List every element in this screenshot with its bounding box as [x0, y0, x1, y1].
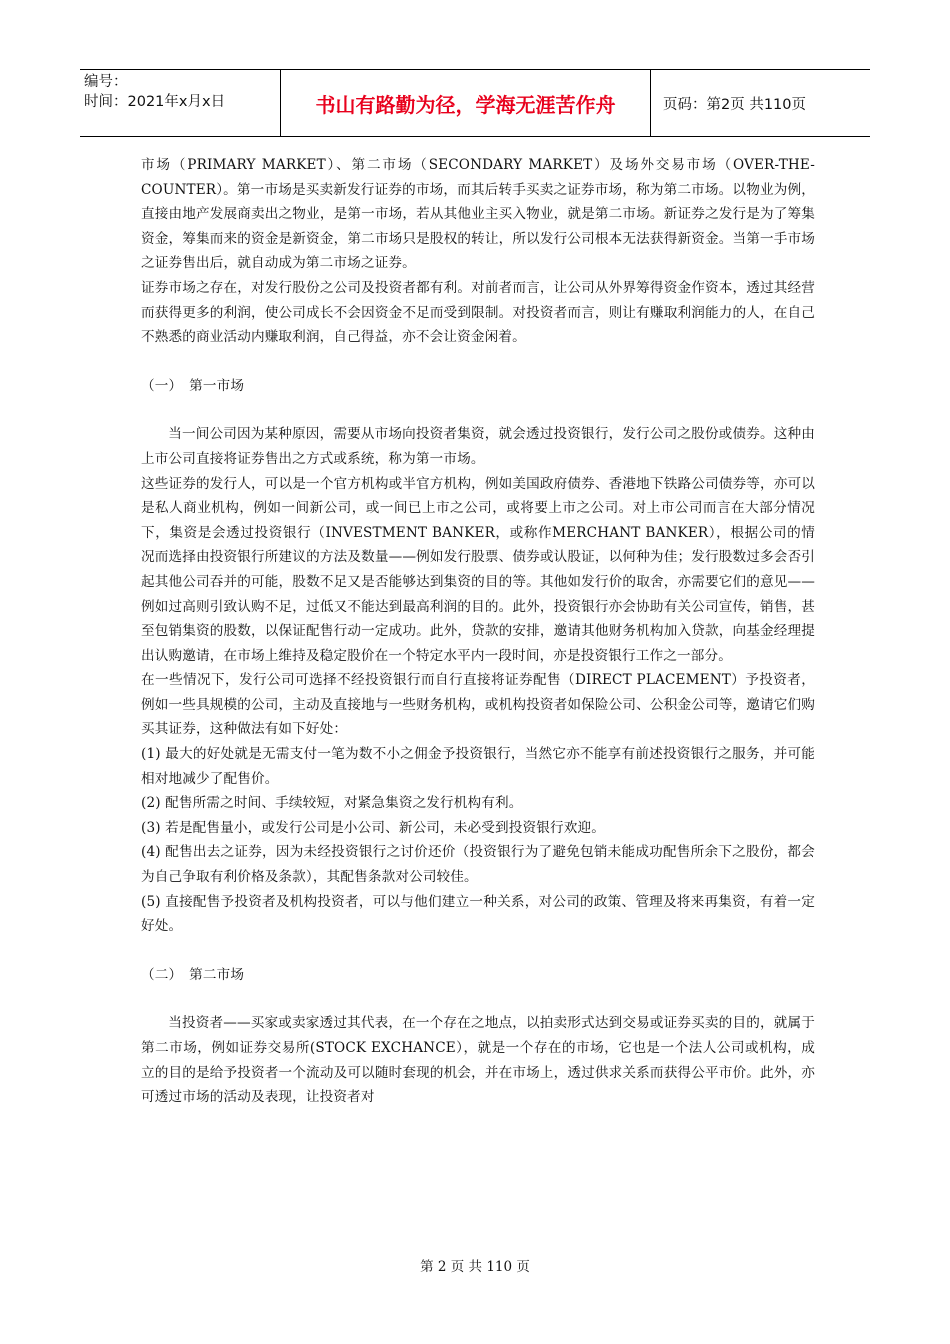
paragraph: 当投资者——买家或卖家透过其代表，在一个存在之地点，以拍卖形式达到交易或证券买卖的目的，就属于第二市场，例如证券交易所(STOCK EXCHANCE），就是一个存在的市场，它也是一个法人公司或机构，成立的目的是给予投资者一个流动及可以随时套现的机会，并在市场上，透过供求关系而获得公平市价。此外，亦可透过市场的活动及表现，让投资者对 — [141, 1015, 815, 1106]
paragraph: 在一些情况下，发行公司可选择不经投资银行而自行直接将证券配售（DIRECT PLACEMENT）予投资者，例如一些具规模的公司，主动及直接地与一些财务机构，或机构投资者如保险公司、公积金公司等，邀请它们购买其证券，这种做法有如下好处： — [141, 672, 815, 738]
header-page-number: 页码：第2页 共110页 — [663, 96, 807, 113]
page-footer: 第 2 页 共 110 页 — [420, 1259, 530, 1275]
paragraph: 证券市场之存在，对发行股份之公司及投资者都有利。对前者而言，让公司从外界筹得资金作资本，透过其经营而获得更多的利润，使公司成长不会因资金不足而受到限制。对投资者而言，则让有赚取利润能力的人，在自己不熟悉的商业活动内赚取利润，自己得益，亦不会让资金闲着。 — [141, 279, 815, 346]
header-meta — [80, 70, 281, 136]
list-item: (1) 最大的好处就是无需支付一笔为数不小之佣金予投资银行，当然它亦不能享有前述投资银行之服务，并可能相对地减少了配售价。 — [141, 746, 815, 787]
page-header — [80, 69, 870, 137]
list-item: (5) 直接配售予投资者及机构投资者，可以与他们建立一种关系，对公司的政策、管理及将来再集资，有着一定好处。 — [141, 893, 815, 935]
paragraph: 市场（PRIMARY MARKET）、第二市场（SECONDARY MARKET）及场外交易市场（OVER-THE-COUNTER）。第一市场是买卖新发行证券的市场，而其后转手买卖之证券市场，称为第二市场。以物业为例，直接由地产发展商卖出之物业，是第一市场，若从其他业主买入物业，就是第二市场。新证券之发行是为了筹集资金，筹集而来的资金是新资金，第二市场只是股权的转让，所以发行公司根本无法获得新资金。当第一手市场之证券售出后，就自动成为第二市场之证券。 — [141, 157, 815, 272]
date-label: 时间：2021年x月x日 — [84, 94, 226, 110]
code-label: 编号： — [84, 74, 128, 90]
header-motto: 书山有路勤为径，学海无涯苦作舟 — [281, 70, 651, 136]
paragraph: 这些证券的发行人，可以是一个官方机构或半官方机构，例如美国政府债券、香港地下铁路公司债券等，亦可以是私人商业机构，例如一间新公司，或一间已上市之公司，或将要上市之公司。对上市公司而言在大部分情况下，集资是会透过投资银行（INVESTMENT BANKER，或称作MERCHANT BANKER），根据公司的情况而选择由投资银行所建议的方法及数量——例如发行股票、债券或认股证，以何种为佳；发行股数过多会否引起其他公司吞并的可能，股数不足又是否能够达到集资的目的等。其他如发行价的取舍，亦需要它们的意见——例如过高则引致认购不足，过低又不能达到最高利润的目的。此外，投资银行亦会协助有关公司宣传，销售，甚至包销集资的股数，以保证配售行动一定成功。此外，贷款的安排，邀请其他财务机构加入贷款，向基金经理提出认购邀请，在市场上维持及稳定股价在一个特定水平内一段时间，亦是投资银行工作之一部分。 — [141, 475, 815, 664]
document-body — [141, 153, 815, 1110]
list-item: (2) 配售所需之时间、手续较短，对紧急集资之发行机构有利。 — [141, 795, 523, 812]
list-item: (3) 若是配售量小，或发行公司是小公司、新公司，未必受到投资银行欢迎。 — [141, 819, 605, 836]
section-heading-first-market: （一） 第一市场 — [141, 377, 245, 394]
list-item: (4) 配售出去之证券，因为未经投资银行之讨价还价（投资银行为了避免包销未能成功配售所余下之股份，都会为自己争取有利价格及条款），其配售条款对公司较佳。 — [141, 844, 815, 886]
section-heading-second-market: （二） 第二市场 — [141, 966, 245, 983]
paragraph: 当一间公司因为某种原因，需要从市场向投资者集资，就会透过投资银行，发行公司之股份或债券。这种由上市公司直接将证券售出之方式或系统，称为第一市场。 — [141, 426, 815, 467]
